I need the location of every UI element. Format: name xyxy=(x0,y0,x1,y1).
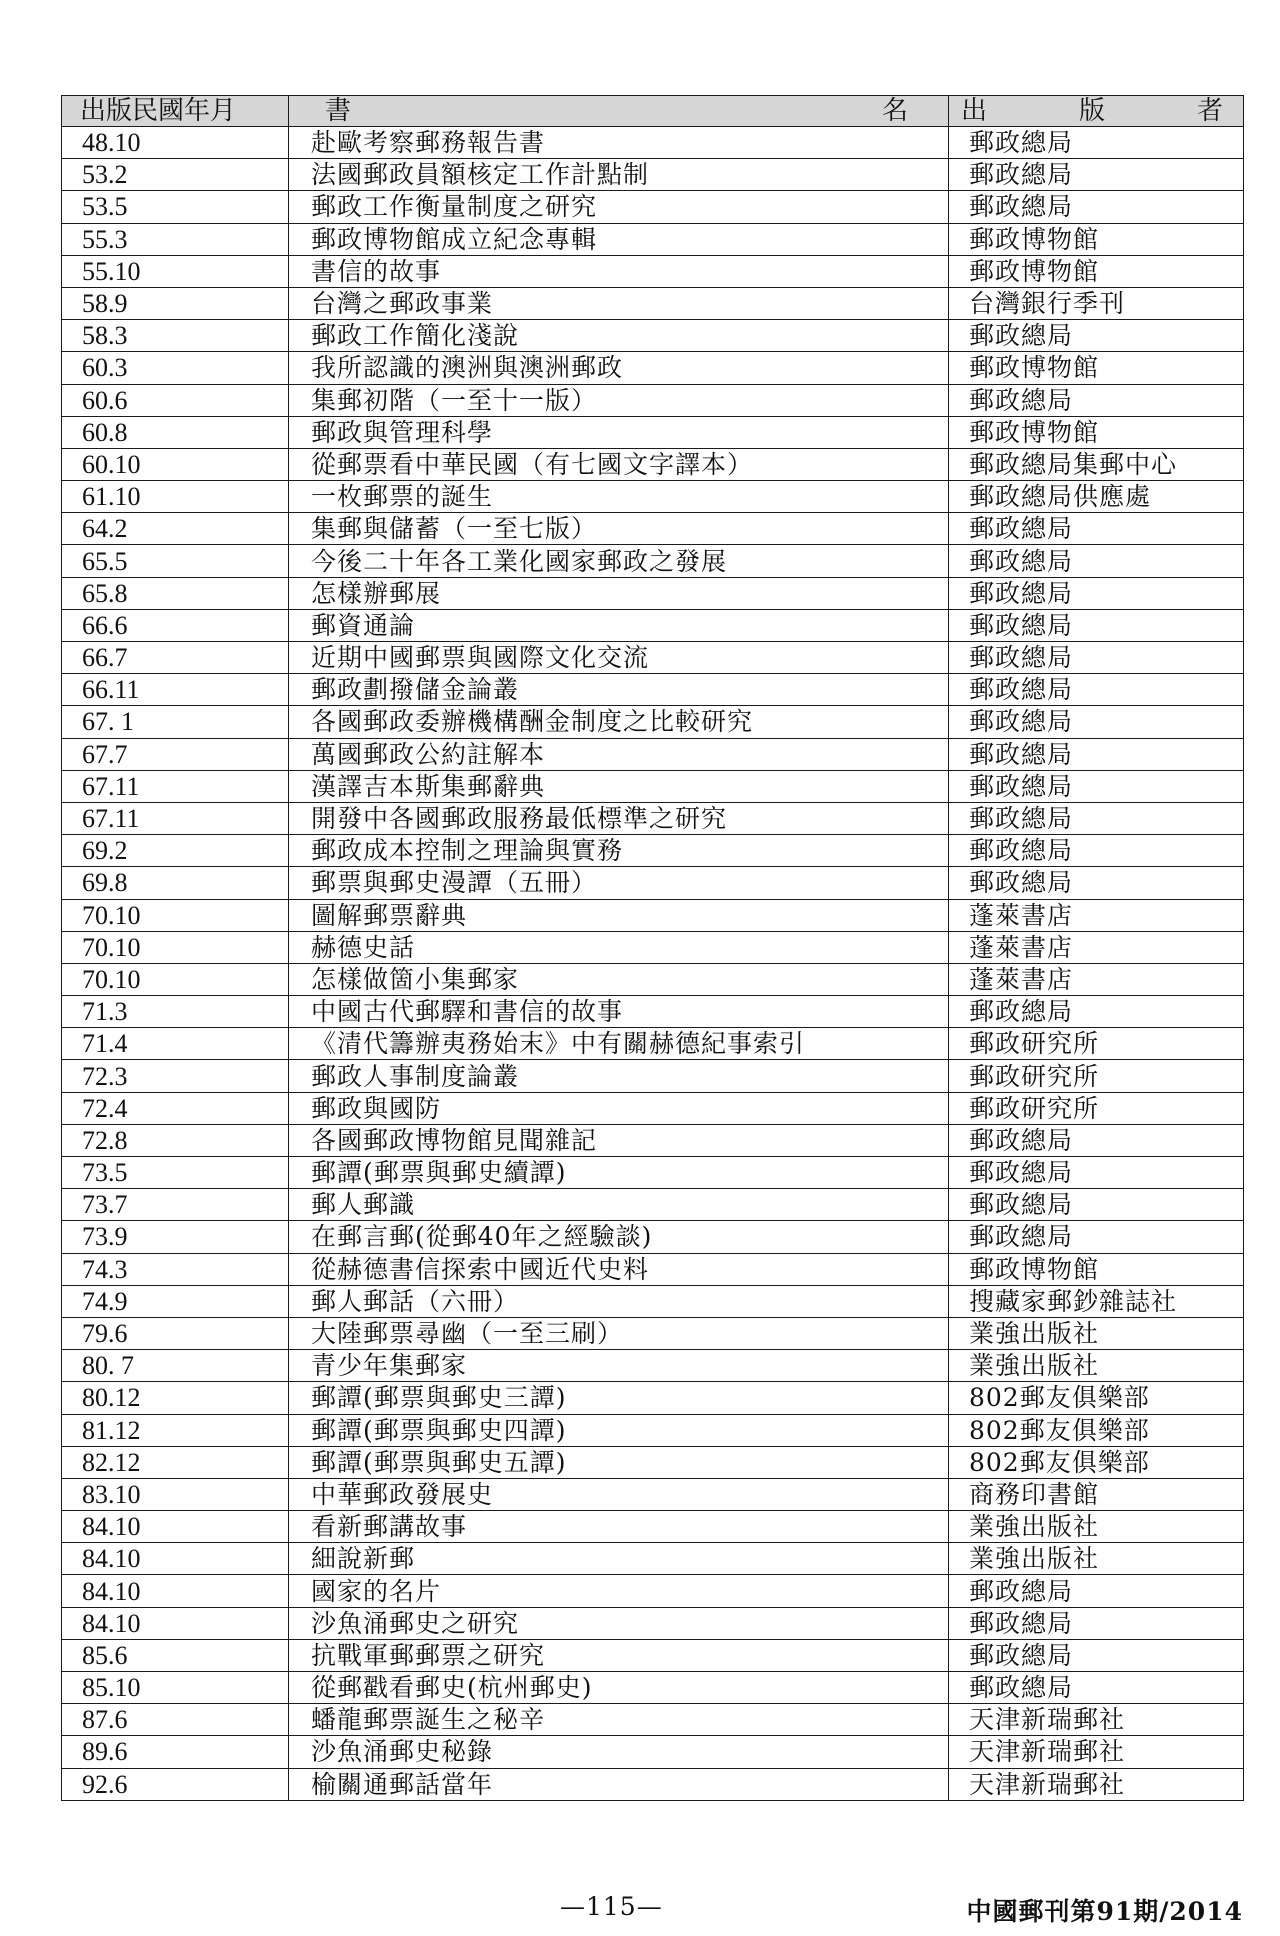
date-cell: 87.6 xyxy=(62,1704,289,1736)
title-cell: 從郵票看中華民國（有七國文字譯本） xyxy=(289,448,949,480)
table-row xyxy=(62,1382,1244,1414)
table-row xyxy=(62,1414,1244,1446)
date-cell: 89.6 xyxy=(62,1736,289,1768)
date-cell: 85.6 xyxy=(62,1639,289,1671)
table-row xyxy=(62,1189,1244,1221)
publisher-cell: 郵政博物館 xyxy=(949,255,1244,287)
title-cell: 郵譚(郵票與郵史續譚) xyxy=(289,1157,949,1189)
title-cell: 榆關通郵話當年 xyxy=(289,1768,949,1800)
title-cell: 蟠龍郵票誕生之秘辛 xyxy=(289,1704,949,1736)
date-cell: 82.12 xyxy=(62,1446,289,1478)
title-cell: 大陸郵票尋幽（一至三刷） xyxy=(289,1317,949,1349)
date-cell: 73.7 xyxy=(62,1189,289,1221)
table-row xyxy=(62,931,1244,963)
table-row xyxy=(62,384,1244,416)
title-cell: 郵譚(郵票與郵史四譚) xyxy=(289,1414,949,1446)
date-cell: 67.7 xyxy=(62,738,289,770)
date-cell: 84.10 xyxy=(62,1575,289,1607)
title-cell: 郵人郵識 xyxy=(289,1189,949,1221)
table-row xyxy=(62,416,1244,448)
publisher-cell: 郵政博物館 xyxy=(949,1253,1244,1285)
publisher-cell: 郵政研究所 xyxy=(949,1028,1244,1060)
table-row xyxy=(62,963,1244,995)
publisher-cell: 天津新瑞郵社 xyxy=(949,1768,1244,1800)
title-cell: 中國古代郵驛和書信的故事 xyxy=(289,996,949,1028)
title-cell: 郵政與管理科學 xyxy=(289,416,949,448)
date-cell: 74.9 xyxy=(62,1285,289,1317)
publisher-cell: 郵政總局 xyxy=(949,320,1244,352)
table-row xyxy=(62,1639,1244,1671)
publication-table-container xyxy=(61,95,1243,1801)
date-cell: 72.3 xyxy=(62,1060,289,1092)
table-row xyxy=(62,996,1244,1028)
table-row xyxy=(62,1704,1244,1736)
date-cell: 60.3 xyxy=(62,352,289,384)
header-row xyxy=(62,96,1244,127)
table-row xyxy=(62,1221,1244,1253)
date-cell: 70.10 xyxy=(62,899,289,931)
publisher-cell: 郵政總局 xyxy=(949,738,1244,770)
table-row xyxy=(62,1478,1244,1510)
publisher-cell: 郵政總局 xyxy=(949,867,1244,899)
date-cell: 71.4 xyxy=(62,1028,289,1060)
title-cell: 從郵戳看郵史(杭州郵史) xyxy=(289,1672,949,1704)
title-cell: 台灣之郵政事業 xyxy=(289,287,949,319)
date-cell: 73.5 xyxy=(62,1157,289,1189)
date-cell: 58.3 xyxy=(62,320,289,352)
publisher-cell: 天津新瑞郵社 xyxy=(949,1736,1244,1768)
title-cell: 近期中國郵票與國際文化交流 xyxy=(289,642,949,674)
title-cell: 郵資通論 xyxy=(289,609,949,641)
title-cell: 郵政工作衡量制度之研究 xyxy=(289,191,949,223)
title-cell: 今後二十年各工業化國家郵政之發展 xyxy=(289,545,949,577)
publisher-cell: 蓬萊書店 xyxy=(949,963,1244,995)
table-row xyxy=(62,481,1244,513)
title-cell: 赴歐考察郵務報告書 xyxy=(289,127,949,159)
date-cell: 60.8 xyxy=(62,416,289,448)
publisher-cell: 郵政總局 xyxy=(949,609,1244,641)
publisher-cell: 業強出版社 xyxy=(949,1511,1244,1543)
title-cell: 青少年集郵家 xyxy=(289,1350,949,1382)
table-row xyxy=(62,1446,1244,1478)
date-cell: 70.10 xyxy=(62,931,289,963)
publisher-cell: 802郵友俱樂部 xyxy=(949,1414,1244,1446)
date-cell: 66.7 xyxy=(62,642,289,674)
table-row xyxy=(62,1511,1244,1543)
publisher-cell: 郵政總局 xyxy=(949,996,1244,1028)
title-cell: 在郵言郵(從郵40年之經驗談) xyxy=(289,1221,949,1253)
publisher-cell: 蓬萊書店 xyxy=(949,899,1244,931)
date-cell: 65.8 xyxy=(62,577,289,609)
date-cell: 55.3 xyxy=(62,223,289,255)
date-cell: 81.12 xyxy=(62,1414,289,1446)
table-row xyxy=(62,770,1244,802)
table-row xyxy=(62,1028,1244,1060)
table-row xyxy=(62,1736,1244,1768)
table-row xyxy=(62,706,1244,738)
title-cell: 郵譚(郵票與郵史三譚) xyxy=(289,1382,949,1414)
table-row xyxy=(62,1543,1244,1575)
table-row xyxy=(62,223,1244,255)
publisher-cell: 郵政博物館 xyxy=(949,416,1244,448)
publisher-cell: 郵政總局 xyxy=(949,1639,1244,1671)
title-cell: 法國郵政員額核定工作計點制 xyxy=(289,159,949,191)
table-row xyxy=(62,1317,1244,1349)
title-cell: 圖解郵票辭典 xyxy=(289,899,949,931)
publisher-cell: 802郵友俱樂部 xyxy=(949,1382,1244,1414)
publisher-cell: 郵政總局 xyxy=(949,384,1244,416)
header-publisher-2: 版 xyxy=(1078,95,1105,126)
title-cell: 一枚郵票的誕生 xyxy=(289,481,949,513)
title-cell: 國家的名片 xyxy=(289,1575,949,1607)
publisher-cell: 郵政總局 xyxy=(949,577,1244,609)
date-cell: 48.10 xyxy=(62,127,289,159)
header-date xyxy=(62,96,289,127)
title-cell: 郵票與郵史漫譚（五冊） xyxy=(289,867,949,899)
publisher-cell: 郵政研究所 xyxy=(949,1060,1244,1092)
table-row xyxy=(62,577,1244,609)
date-cell: 53.2 xyxy=(62,159,289,191)
publisher-cell: 郵政總局 xyxy=(949,191,1244,223)
table-row xyxy=(62,191,1244,223)
publisher-cell: 郵政總局 xyxy=(949,1221,1244,1253)
date-cell: 65.5 xyxy=(62,545,289,577)
title-cell: 郵政劃撥儲金論叢 xyxy=(289,674,949,706)
title-cell: 各國郵政博物館見聞雜記 xyxy=(289,1124,949,1156)
publisher-cell: 郵政研究所 xyxy=(949,1092,1244,1124)
table-row xyxy=(62,352,1244,384)
date-cell: 55.10 xyxy=(62,255,289,287)
title-cell: 看新郵講故事 xyxy=(289,1511,949,1543)
table-row xyxy=(62,127,1244,159)
table-row xyxy=(62,1060,1244,1092)
date-cell: 80.12 xyxy=(62,1382,289,1414)
table-row xyxy=(62,1124,1244,1156)
date-cell: 53.5 xyxy=(62,191,289,223)
publisher-cell: 郵政總局 xyxy=(949,642,1244,674)
table-row xyxy=(62,1285,1244,1317)
title-cell: 沙魚涌郵史之研究 xyxy=(289,1607,949,1639)
title-cell: 郵政博物館成立紀念專輯 xyxy=(289,223,949,255)
header-title-right: 名 xyxy=(881,95,908,126)
date-cell: 79.6 xyxy=(62,1317,289,1349)
publisher-cell: 郵政總局集郵中心 xyxy=(949,448,1244,480)
publisher-cell: 郵政總局 xyxy=(949,802,1244,834)
date-cell: 69.2 xyxy=(62,835,289,867)
table-row xyxy=(62,835,1244,867)
title-cell: 郵譚(郵票與郵史五譚) xyxy=(289,1446,949,1478)
table-row xyxy=(62,1672,1244,1704)
date-cell: 92.6 xyxy=(62,1768,289,1800)
header-publisher-1: 出 xyxy=(961,95,988,126)
table-row xyxy=(62,867,1244,899)
publication-table xyxy=(61,95,1244,1801)
publisher-cell: 郵政總局 xyxy=(949,706,1244,738)
header-date-label: 出版民國年月 xyxy=(80,95,237,126)
table-row xyxy=(62,642,1244,674)
publisher-cell: 郵政總局 xyxy=(949,835,1244,867)
publisher-cell: 郵政博物館 xyxy=(949,352,1244,384)
table-row xyxy=(62,1607,1244,1639)
title-cell: 郵政人事制度論叢 xyxy=(289,1060,949,1092)
date-cell: 64.2 xyxy=(62,513,289,545)
publisher-cell: 郵政總局 xyxy=(949,1124,1244,1156)
table-body xyxy=(62,127,1244,1801)
publisher-cell: 郵政總局 xyxy=(949,1575,1244,1607)
publisher-cell: 郵政總局 xyxy=(949,1189,1244,1221)
title-cell: 從赫德書信探索中國近代史料 xyxy=(289,1253,949,1285)
table-row xyxy=(62,448,1244,480)
title-cell: 細說新郵 xyxy=(289,1543,949,1575)
title-cell: 郵政與國防 xyxy=(289,1092,949,1124)
publisher-cell: 天津新瑞郵社 xyxy=(949,1704,1244,1736)
table-row xyxy=(62,674,1244,706)
table-row xyxy=(62,545,1244,577)
date-cell: 66.6 xyxy=(62,609,289,641)
publisher-cell: 業強出版社 xyxy=(949,1317,1244,1349)
date-cell: 83.10 xyxy=(62,1478,289,1510)
publisher-cell: 郵政總局 xyxy=(949,1672,1244,1704)
publisher-cell: 蓬萊書店 xyxy=(949,931,1244,963)
publisher-cell: 郵政總局 xyxy=(949,674,1244,706)
publisher-cell: 業強出版社 xyxy=(949,1350,1244,1382)
publisher-cell: 郵政總局 xyxy=(949,1157,1244,1189)
publisher-cell: 商務印書館 xyxy=(949,1478,1244,1510)
date-cell: 69.8 xyxy=(62,867,289,899)
publisher-cell: 郵政總局 xyxy=(949,513,1244,545)
title-cell: 集郵初階（一至十一版） xyxy=(289,384,949,416)
header-title xyxy=(289,96,949,127)
date-cell: 85.10 xyxy=(62,1672,289,1704)
date-cell: 70.10 xyxy=(62,963,289,995)
title-cell: 萬國郵政公約註解本 xyxy=(289,738,949,770)
title-cell: 赫德史話 xyxy=(289,931,949,963)
table-row xyxy=(62,255,1244,287)
header-publisher-3: 者 xyxy=(1196,95,1223,126)
title-cell: 中華郵政發展史 xyxy=(289,1478,949,1510)
date-cell: 67.11 xyxy=(62,802,289,834)
date-cell: 74.3 xyxy=(62,1253,289,1285)
publisher-cell: 郵政總局 xyxy=(949,1607,1244,1639)
table-row xyxy=(62,159,1244,191)
page-number: —115— xyxy=(560,1892,663,1921)
title-cell: 怎樣做箇小集郵家 xyxy=(289,963,949,995)
date-cell: 61.10 xyxy=(62,481,289,513)
title-cell: 《清代籌辦夷務始末》中有關赫德紀事索引 xyxy=(289,1028,949,1060)
publisher-cell: 業強出版社 xyxy=(949,1543,1244,1575)
date-cell: 84.10 xyxy=(62,1607,289,1639)
date-cell: 58.9 xyxy=(62,287,289,319)
table-row xyxy=(62,1157,1244,1189)
table-header xyxy=(62,96,1244,127)
date-cell: 84.10 xyxy=(62,1511,289,1543)
table-row xyxy=(62,287,1244,319)
date-cell: 60.6 xyxy=(62,384,289,416)
table-row xyxy=(62,802,1244,834)
publisher-cell: 郵政總局供應處 xyxy=(949,481,1244,513)
table-row xyxy=(62,1350,1244,1382)
date-cell: 66.11 xyxy=(62,674,289,706)
date-cell: 67.11 xyxy=(62,770,289,802)
table-row xyxy=(62,1768,1244,1800)
title-cell: 郵政工作簡化淺說 xyxy=(289,320,949,352)
date-cell: 80. 7 xyxy=(62,1350,289,1382)
date-cell: 73.9 xyxy=(62,1221,289,1253)
title-cell: 抗戰軍郵郵票之研究 xyxy=(289,1639,949,1671)
date-cell: 72.8 xyxy=(62,1124,289,1156)
publisher-cell: 台灣銀行季刊 xyxy=(949,287,1244,319)
publisher-cell: 郵政總局 xyxy=(949,770,1244,802)
table-row xyxy=(62,1575,1244,1607)
header-publisher xyxy=(949,96,1244,127)
title-cell: 沙魚涌郵史秘錄 xyxy=(289,1736,949,1768)
publisher-cell: 郵政總局 xyxy=(949,159,1244,191)
table-row xyxy=(62,1253,1244,1285)
title-cell: 我所認識的澳洲與澳洲郵政 xyxy=(289,352,949,384)
date-cell: 72.4 xyxy=(62,1092,289,1124)
table-row xyxy=(62,513,1244,545)
title-cell: 各國郵政委辦機構酬金制度之比較研究 xyxy=(289,706,949,738)
title-cell: 集郵與儲蓄（一至七版） xyxy=(289,513,949,545)
date-cell: 67. 1 xyxy=(62,706,289,738)
table-row xyxy=(62,899,1244,931)
table-row xyxy=(62,1092,1244,1124)
title-cell: 郵政成本控制之理論與實務 xyxy=(289,835,949,867)
date-cell: 71.3 xyxy=(62,996,289,1028)
publisher-cell: 郵政總局 xyxy=(949,127,1244,159)
table-row xyxy=(62,320,1244,352)
title-cell: 怎樣辦郵展 xyxy=(289,577,949,609)
title-cell: 書信的故事 xyxy=(289,255,949,287)
publisher-cell: 郵政博物館 xyxy=(949,223,1244,255)
date-cell: 84.10 xyxy=(62,1543,289,1575)
table-row xyxy=(62,609,1244,641)
journal-issue: 中國郵刊第91期/2014 xyxy=(966,1897,1243,1926)
table-row xyxy=(62,738,1244,770)
header-title-left: 書 xyxy=(325,95,352,126)
publisher-cell: 郵政總局 xyxy=(949,545,1244,577)
title-cell: 漢譯吉本斯集郵辭典 xyxy=(289,770,949,802)
publisher-cell: 搜藏家郵鈔雜誌社 xyxy=(949,1285,1244,1317)
title-cell: 開發中各國郵政服務最低標準之研究 xyxy=(289,802,949,834)
publisher-cell: 802郵友俱樂部 xyxy=(949,1446,1244,1478)
date-cell: 60.10 xyxy=(62,448,289,480)
title-cell: 郵人郵話（六冊） xyxy=(289,1285,949,1317)
